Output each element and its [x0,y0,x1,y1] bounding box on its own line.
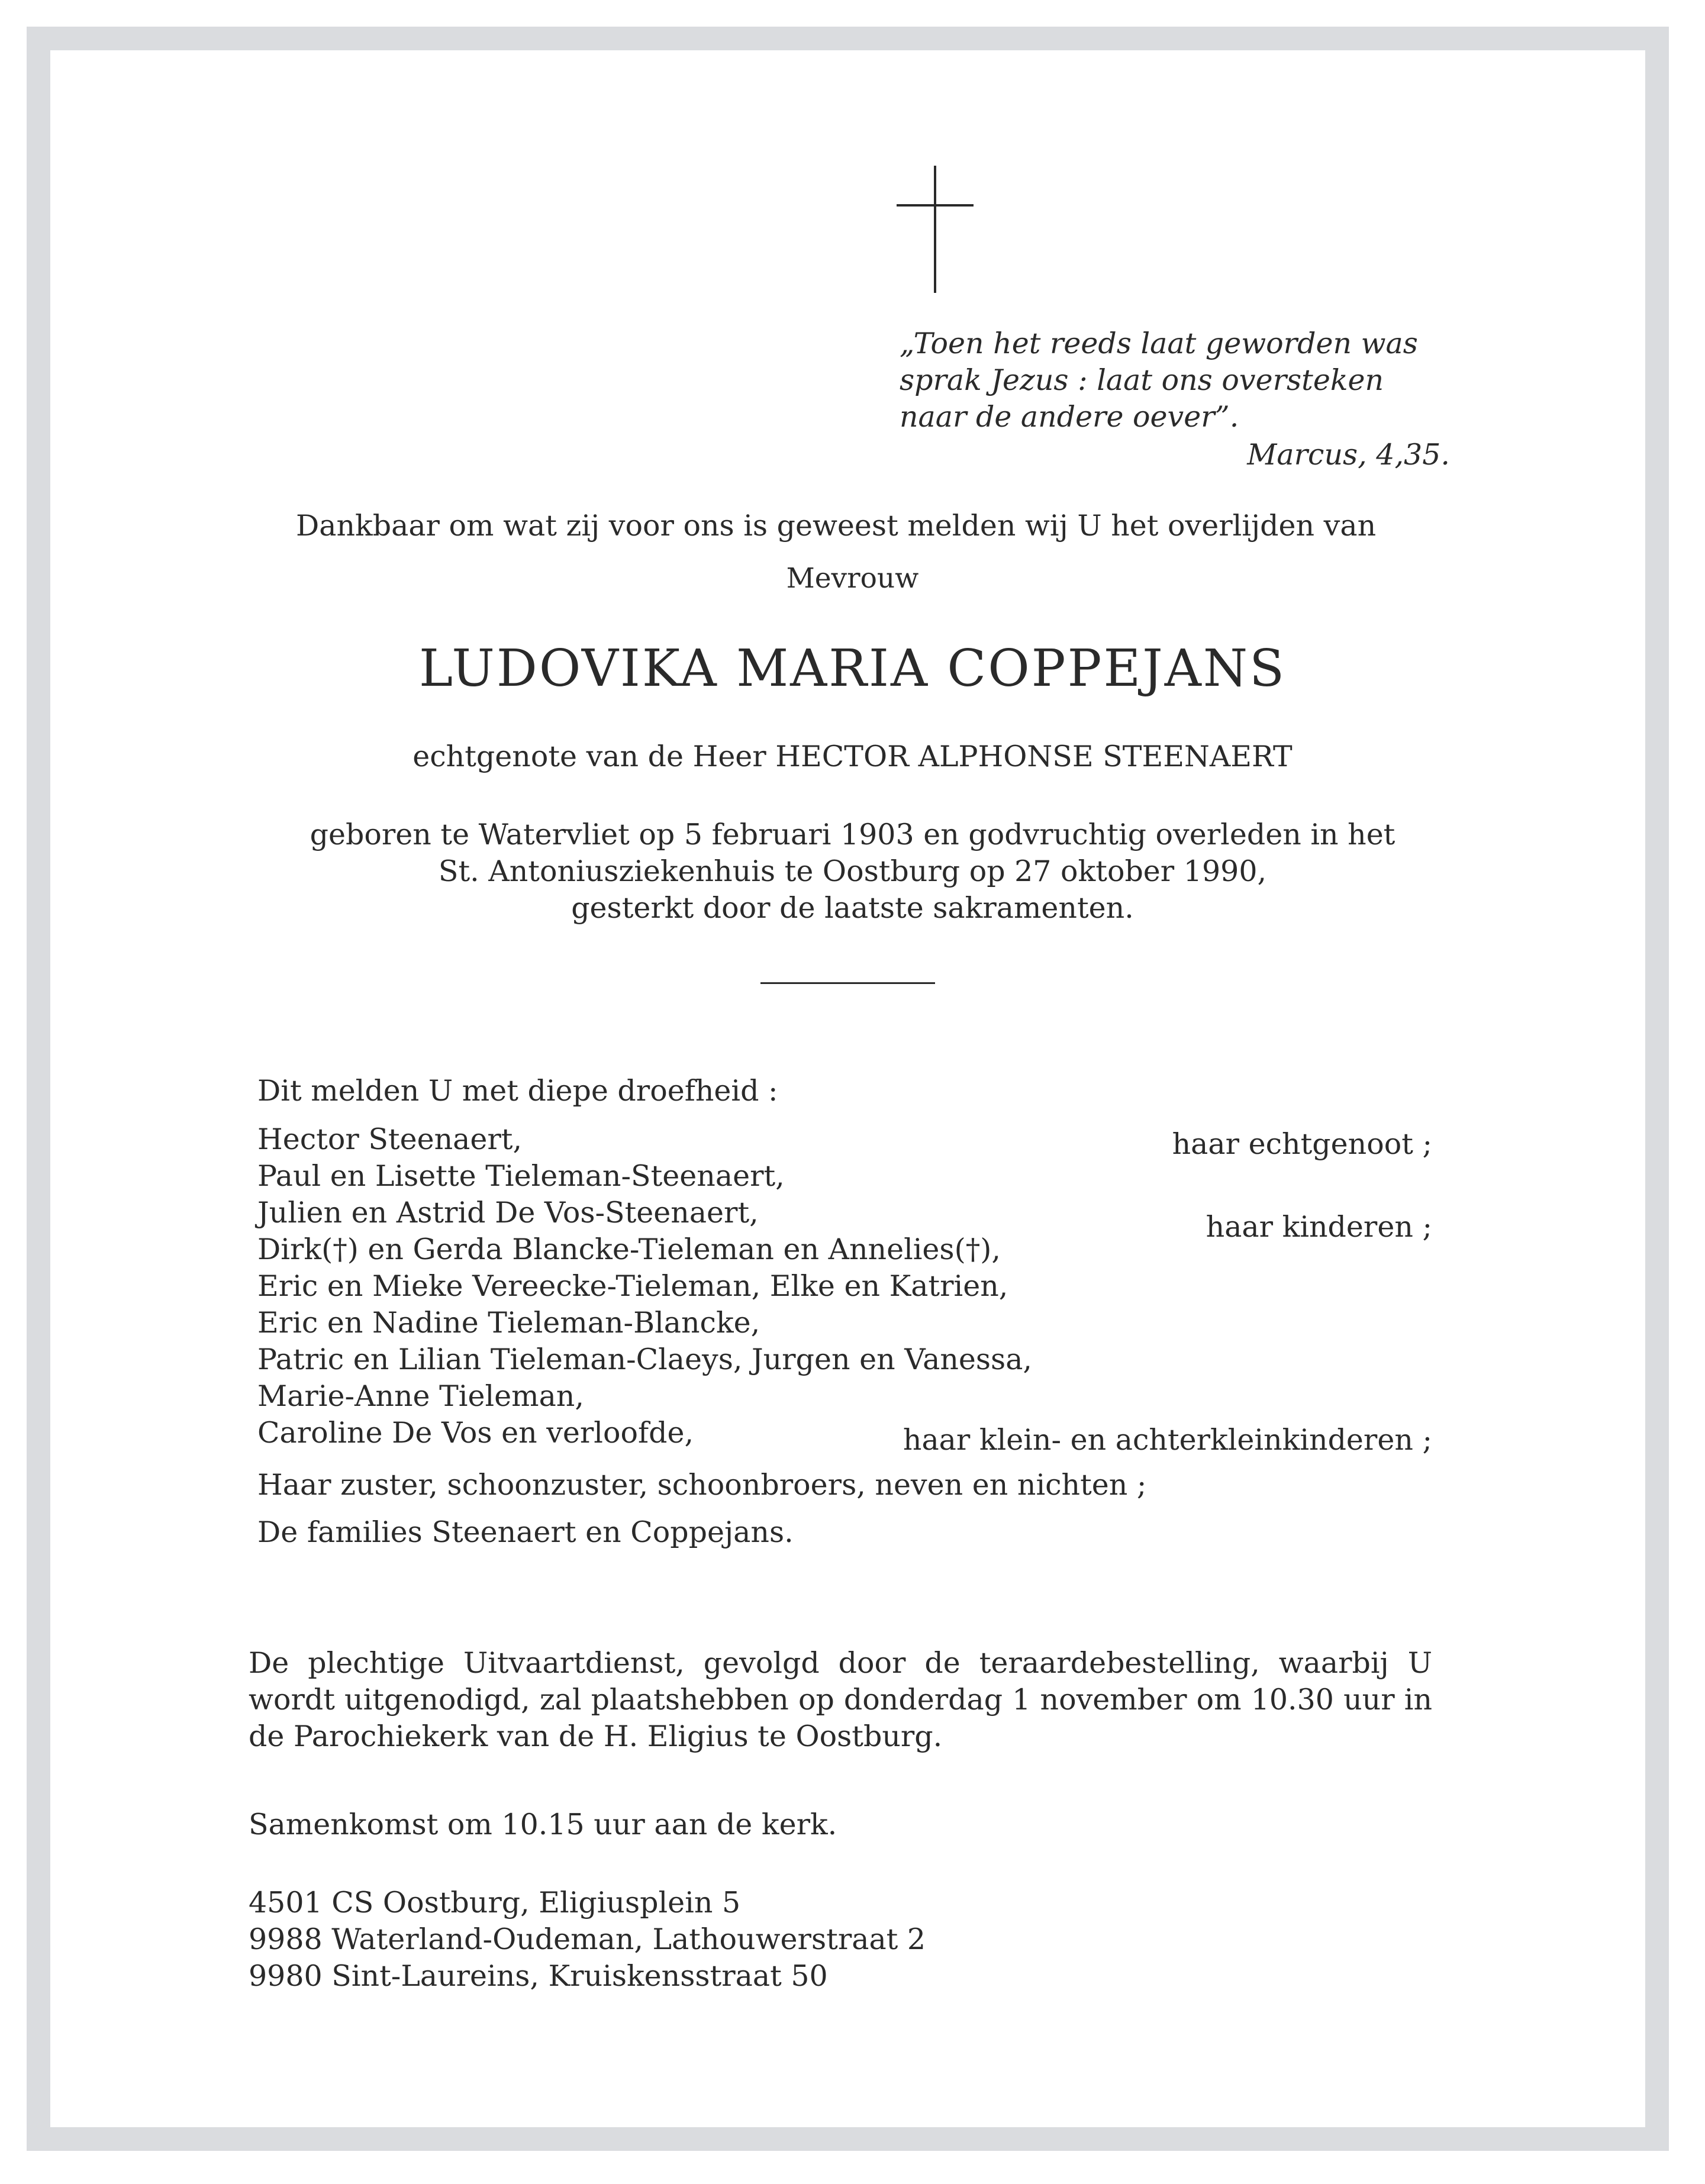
mourner-name: Eric en Mieke Vereecke-Tieleman, Elke en Katrien, [257,1269,1008,1303]
divider [760,982,935,984]
family-line: De families Steenaert en Coppejans. [257,1515,794,1549]
quote-line: „Toen het reeds laat geworden was [900,327,1418,360]
quote-reference: Marcus, 4,35. [1247,438,1450,472]
relations-column [888,1127,1432,1482]
details-line: geboren te Watervliet op 5 februari 1903 en godvruchtig overleden in het [310,818,1395,851]
cross-icon [897,166,974,293]
quote-line: naar de andere oever”. [900,400,1239,434]
relation-children: haar kinderen ; [1206,1210,1432,1244]
honorific: Mevrouw [786,562,919,595]
spouse-line: echtgenote van de Heer HECTOR ALPHONSE STEENAERT [412,740,1293,773]
quote-line: sprak Jezus : laat ons oversteken [900,363,1384,397]
mourner-name: Paul en Lisette Tieleman-Steenaert, [257,1159,785,1193]
mourner-name: Marie-Anne Tieleman, [257,1379,584,1413]
details-line: St. Antoniusziekenhuis te Oostburg op 27 oktober 1990, [438,854,1267,888]
details-line: gesterkt door de laatste sakramenten. [571,891,1134,925]
mourner-name: Eric en Nadine Tieleman-Blancke, [257,1306,760,1340]
mourner-name: Dirk(†) en Gerda Blancke-Tieleman en Annelies(†), [257,1233,1001,1266]
mourner-name: Julien en Astrid De Vos-Steenaert, [257,1196,759,1230]
addresses-list [249,1885,1136,1995]
relation-spouse: haar echtgenoot ; [1172,1127,1432,1161]
funeral-service-text: De plechtige Uitvaartdienst, gevolgd door de teraardebestelling, waarbij U wordt uitgenodigd, zal plaatshebben op donderdag 1 november om 10.30 uur in de Parochiekerk van de H. Eligius te Oostburg. [249,1646,1432,1753]
announcement-intro: Dankbaar om wat zij voor ons is geweest melden wij U het overlijden van [296,509,1377,543]
address: 9988 Waterland-Oudeman, Lathouwerstraat 2 [249,1922,926,1956]
mourner-name: Hector Steenaert, [257,1122,523,1156]
bible-quote [900,325,1456,435]
mourner-name: Caroline De Vos en verloofde, [257,1416,694,1450]
mourner-name: Patric en Lilian Tieleman-Claeys, Jurgen en Vanessa, [257,1343,1032,1376]
family-list [257,1462,1441,1556]
gathering-text: Samenkomst om 10.15 uur aan de kerk. [249,1808,837,1841]
relation-grandchildren: haar klein- en achterkleinkinderen ; [903,1423,1432,1457]
deceased-name: LUDOVIKA MARIA COPPEJANS [418,639,1286,698]
birth-death-details [0,817,1705,927]
address: 9980 Sint-Laureins, Kruiskensstraat 50 [249,1959,828,1993]
family-line: Haar zuster, schoonzuster, schoonbroers, neven en nichten ; [257,1468,1147,1502]
mourners-intro: Dit melden U met diepe droefheid : [257,1074,778,1108]
address: 4501 CS Oostburg, Eligiusplein 5 [249,1886,741,1920]
